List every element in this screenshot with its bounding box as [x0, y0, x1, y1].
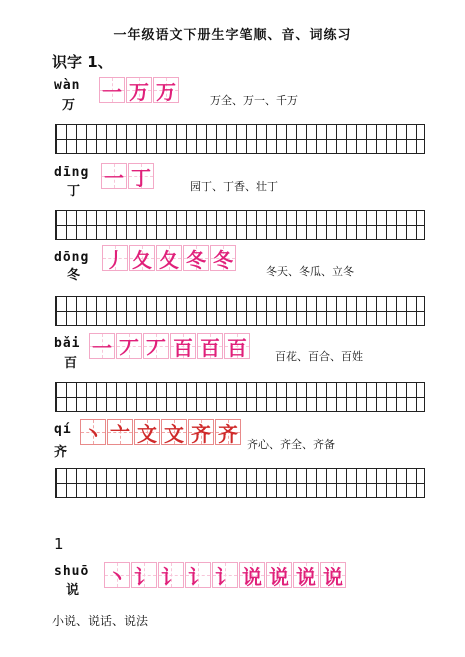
stroke-cell: 丶	[104, 562, 130, 588]
stroke-cell: 丿	[102, 245, 128, 271]
stroke-cell: 夂	[129, 245, 155, 271]
stroke-order-row	[104, 562, 347, 588]
stroke-order-row	[101, 163, 155, 189]
word-list: 百花、百合、百姓	[275, 350, 363, 363]
section-number: 1	[54, 535, 64, 553]
pinyin-label: bǎi	[54, 336, 81, 351]
writing-grid[interactable]	[55, 382, 425, 412]
stroke-cell: 文	[161, 419, 187, 445]
stroke-cell: 丆	[143, 333, 169, 359]
stroke-cell: 讠	[185, 562, 211, 588]
hanzi-label: 说	[66, 583, 80, 598]
pinyin-label: dōng	[54, 250, 90, 265]
hanzi-label: 丁	[67, 184, 81, 199]
stroke-cell: 万	[153, 77, 179, 103]
stroke-cell: 冬	[183, 245, 209, 271]
stroke-cell: 夂	[156, 245, 182, 271]
writing-grid[interactable]	[55, 296, 425, 326]
stroke-cell: 齐	[188, 419, 214, 445]
stroke-order-row	[80, 419, 242, 445]
stroke-cell: 亠	[107, 419, 133, 445]
pinyin-label: shuō	[54, 564, 90, 579]
stroke-cell: 一	[89, 333, 115, 359]
hanzi-label: 齐	[54, 445, 68, 460]
stroke-cell: 丆	[116, 333, 142, 359]
stroke-cell: 说	[266, 562, 292, 588]
stroke-cell: 百	[170, 333, 196, 359]
writing-grid[interactable]	[55, 124, 425, 154]
stroke-cell: 文	[134, 419, 160, 445]
pinyin-label: wàn	[54, 78, 81, 93]
stroke-cell: 讠	[131, 562, 157, 588]
section-heading: 识字 1、	[52, 53, 113, 71]
stroke-cell: 万	[126, 77, 152, 103]
pinyin-label: qí	[54, 422, 72, 437]
word-list: 园丁、丁香、壮丁	[190, 180, 278, 193]
word-list: 小说、说话、说法	[52, 614, 149, 628]
word-list: 冬天、冬瓜、立冬	[266, 265, 354, 278]
stroke-cell: 一	[101, 163, 127, 189]
word-list: 万全、万一、千万	[210, 94, 298, 107]
stroke-cell: 冬	[210, 245, 236, 271]
writing-grid[interactable]	[55, 210, 425, 240]
hanzi-label: 冬	[67, 268, 81, 283]
stroke-cell: 说	[320, 562, 346, 588]
writing-grid[interactable]	[55, 468, 425, 498]
stroke-cell: 说	[239, 562, 265, 588]
stroke-cell: 齐	[215, 419, 241, 445]
page-title: 一年级语文下册生字笔顺、音、词练习	[113, 28, 352, 43]
stroke-order-row	[99, 77, 180, 103]
pinyin-label: dīng	[54, 165, 90, 180]
stroke-cell: 讠	[158, 562, 184, 588]
stroke-cell: 说	[293, 562, 319, 588]
stroke-cell: 丁	[128, 163, 154, 189]
word-list: 齐心、齐全、齐备	[247, 438, 335, 451]
stroke-order-row	[89, 333, 251, 359]
stroke-cell: 百	[224, 333, 250, 359]
stroke-order-row	[102, 245, 237, 271]
hanzi-label: 万	[62, 98, 76, 113]
stroke-cell: 讠	[212, 562, 238, 588]
hanzi-label: 百	[64, 356, 78, 371]
stroke-cell: 一	[99, 77, 125, 103]
stroke-cell: 百	[197, 333, 223, 359]
stroke-cell: 丶	[80, 419, 106, 445]
